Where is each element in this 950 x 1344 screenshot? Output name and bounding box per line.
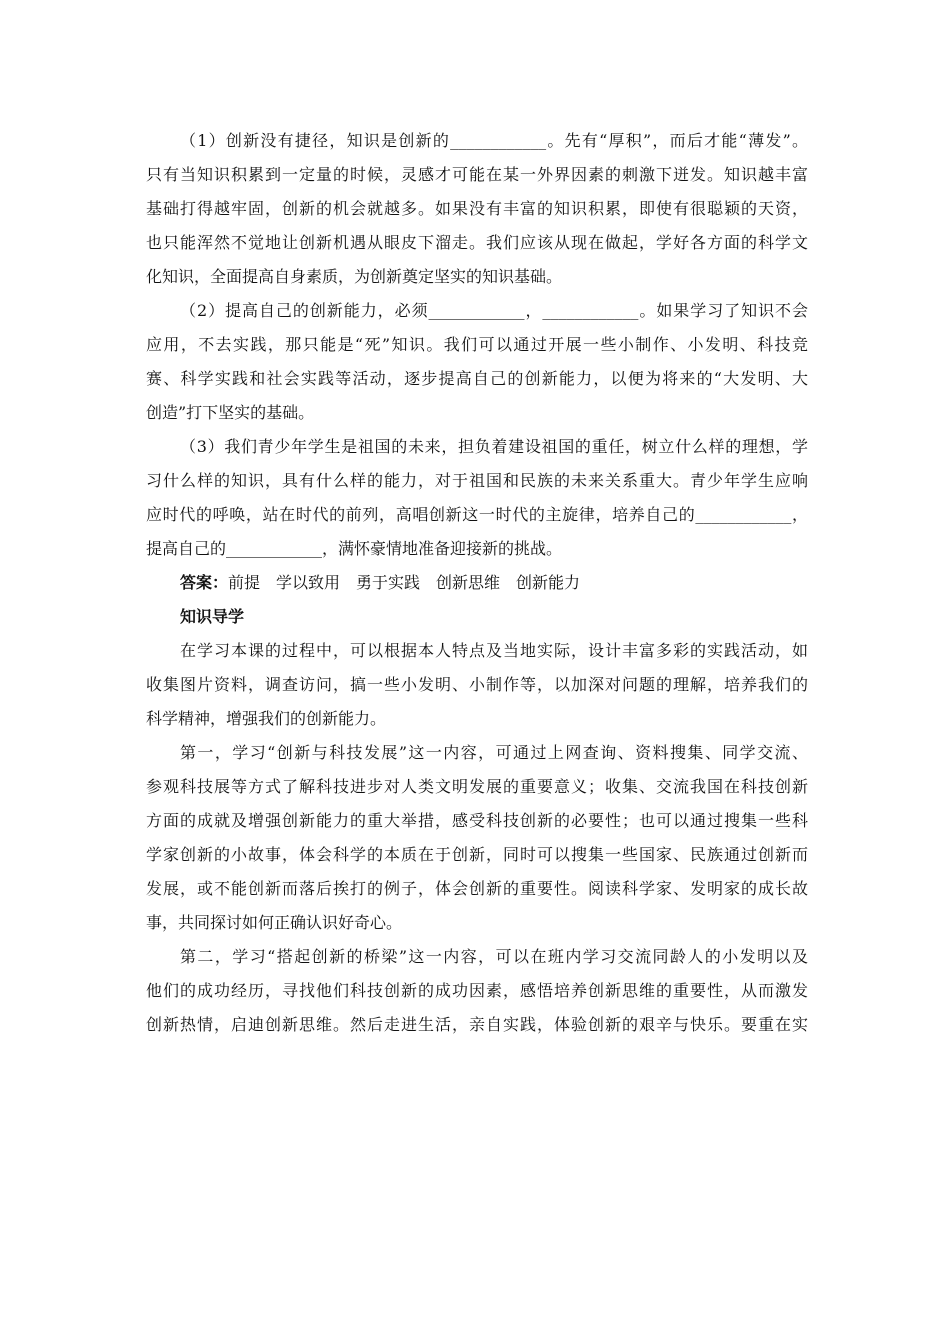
section-heading-block [146,600,808,634]
text-line: 事，共同探讨如何正确认识好奇心。 [146,913,403,932]
text-line: 赛、科学实践和社会实践等活动，逐步提高自己的创新能力，以便为将来的“大发明、大 [146,369,808,388]
text-line: 第一，学习“创新与科技发展”这一内容，可通过上网查询、资料搜集、同学交流、 [180,743,808,762]
text-line: 创造”打下坚实的基础。 [146,403,315,422]
text-line: 创新热情，启迪创新思维。然后走进生活，亲自实践，体验创新的艰辛与快乐。要重在实 [146,1015,808,1034]
answer-text: 前提 学以致用 勇于实践 创新思维 创新能力 [228,573,581,592]
text-line: 他们的成功经历，寻找他们科技创新的成功因素，感悟培养创新思维的重要性，从而激发 [146,981,808,1000]
text-line: 学家创新的小故事，体会科学的本质在于创新，同时可以搜集一些国家、民族通过创新而 [146,845,808,864]
paragraph-3 [146,430,808,566]
text-line: 应时代的呼唤，站在时代的前列，高唱创新这一时代的主旋律，培养自己的____________， [146,505,808,524]
text-line: 收集图片资料，调查访问，搞一些小发明、小制作等，以加深对问题的理解，培养我们的 [146,675,808,694]
text-line: （2）提高自己的创新能力，必须____________，____________。如果学习了知识不会 [180,301,808,320]
paragraph-1 [146,124,808,294]
paragraph-2 [146,294,808,430]
text-line: （1）创新没有捷径，知识是创新的____________。先有“厚积”，而后才能“薄发”。 [180,131,808,150]
text-line: 习什么样的知识，具有什么样的能力，对于祖国和民族的未来关系重大。青少年学生应响 [146,471,808,490]
text-line: 发展，或不能创新而落后挨打的例子，体会创新的重要性。阅读科学家、发明家的成长故 [146,879,808,898]
answer-line [146,566,808,600]
text-line: 参观科技展等方式了解科技进步对人类文明发展的重要意义；收集、交流我国在科技创新 [146,777,808,796]
text-line: （3）我们青少年学生是祖国的未来，担负着建设祖国的重任，树立什么样的理想，学 [180,437,808,456]
paragraph-6 [146,940,808,1042]
text-line: 提高自己的____________，满怀豪情地准备迎接新的挑战。 [146,539,563,558]
text-line: 应用，不去实践，那只能是“死”知识。我们可以通过开展一些小制作、小发明、科技竞 [146,335,808,354]
text-line: 在学习本课的过程中，可以根据本人特点及当地实际，设计丰富多彩的实践活动，如 [180,641,808,660]
section-heading: 知识导学 [180,607,245,626]
text-line: 第二，学习“搭起创新的桥梁”这一内容，可以在班内学习交流同龄人的小发明以及 [180,947,808,966]
text-line: 方面的成就及增强创新能力的重大举措，感受科技创新的必要性；也可以通过搜集一些科 [146,811,808,830]
text-line: 化知识，全面提高自身素质，为创新奠定坚实的知识基础。 [146,267,563,286]
answer-label: 答案： [180,573,229,592]
paragraph-5 [146,736,808,940]
text-line: 基础打得越牢固，创新的机会就越多。如果没有丰富的知识积累，即使有很聪颖的天资， [146,199,808,218]
text-line: 科学精神，增强我们的创新能力。 [146,709,387,728]
text-line: 只有当知识积累到一定量的时候，灵感才可能在某一外界因素的刺激下迸发。知识越丰富 [146,165,808,184]
text-line: 也只能浑然不觉地让创新机遇从眼皮下溜走。我们应该从现在做起，学好各方面的科学文 [146,233,808,252]
paragraph-4 [146,634,808,736]
